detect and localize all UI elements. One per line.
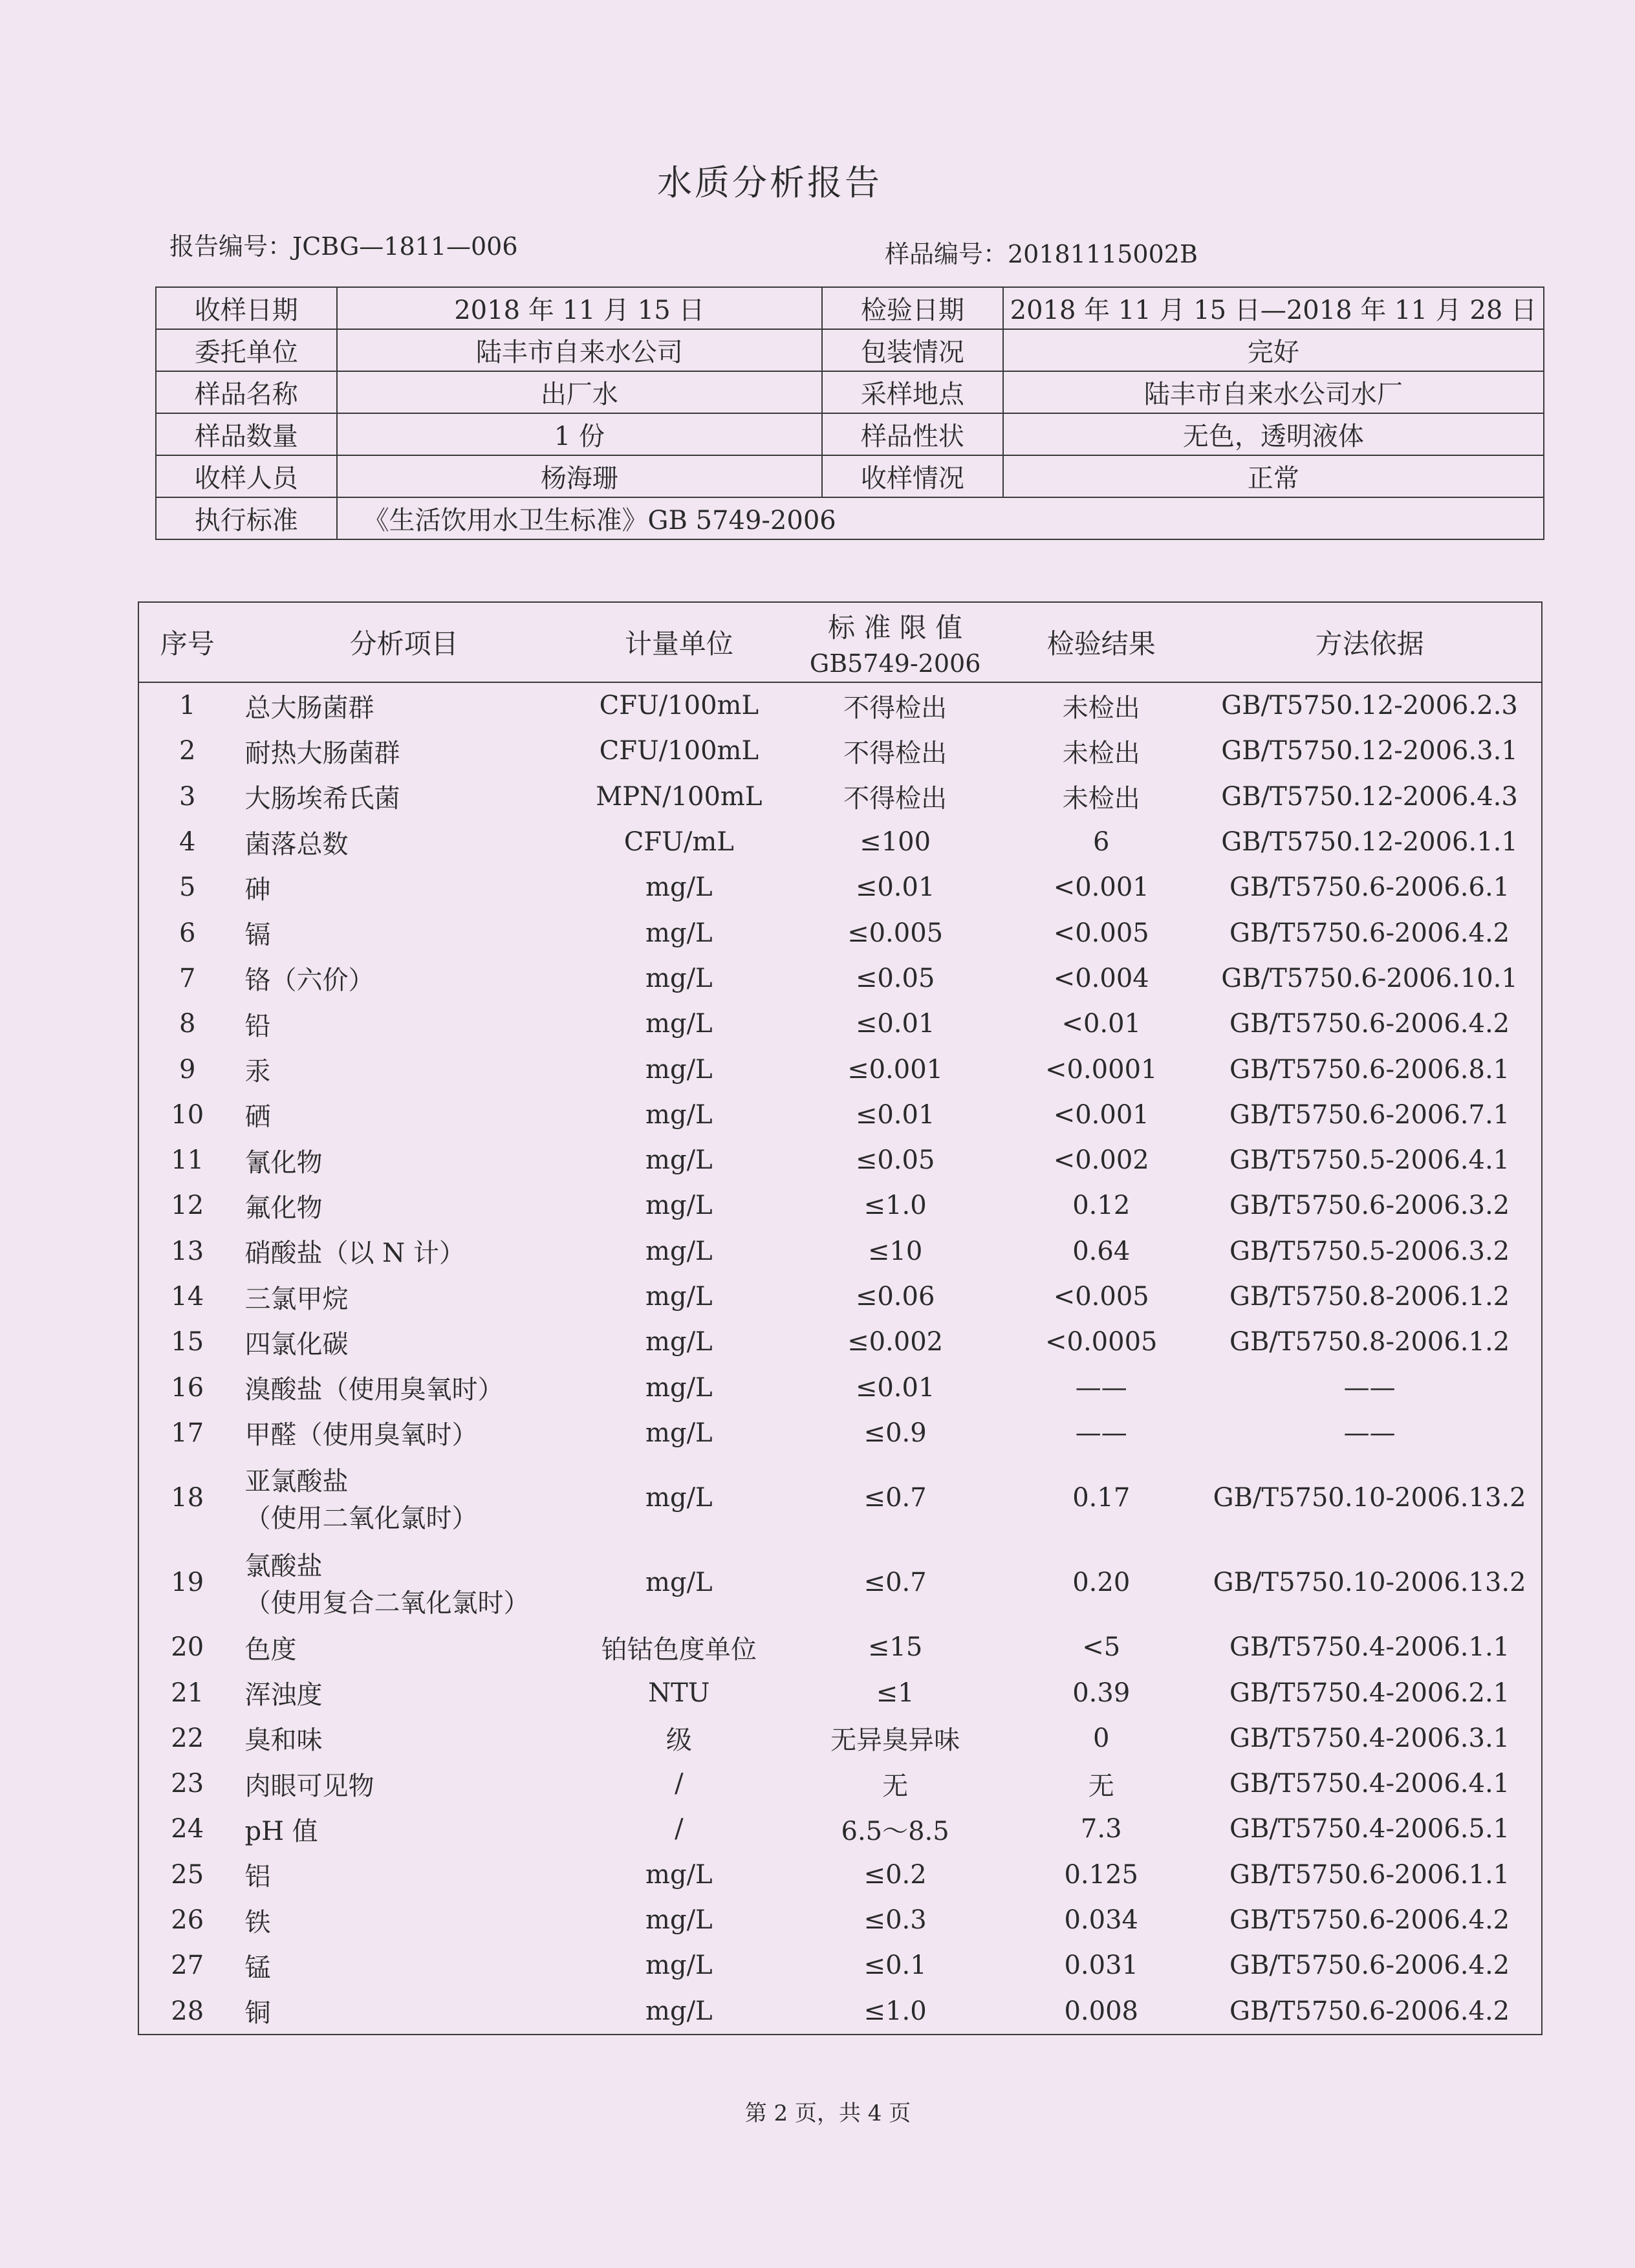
row-limit: ≤100 [860,827,931,858]
row-result: 6 [1093,827,1110,858]
row-limit: ≤0.01 [855,872,935,903]
row-limit: ≤0.7 [863,1567,927,1597]
row-method: GB/T5750.10-2006.13.2 [1213,1567,1526,1597]
header-item: 分析项目 [235,602,572,682]
row-item [235,1274,572,1319]
row-item-name: 甲醛（使用臭氧时） [244,1420,478,1451]
info-row [156,329,1544,371]
property-label: 样品性状 [822,413,1003,455]
row-index: 16 [171,1372,204,1403]
row-item-name: 浑浊度 [244,1680,323,1711]
header-limit-title: 标 准 限 值 [828,612,963,643]
row-index: 6 [179,918,196,948]
table-row [138,682,1542,728]
row-index: 12 [171,1191,204,1221]
row-limit: ≤15 [867,1632,923,1663]
row-item [235,1229,572,1274]
condition-value: 正常 [1003,455,1544,497]
row-unit: mg/L [645,1054,713,1085]
row-item [235,728,572,773]
row-index: 17 [171,1418,204,1448]
table-row [138,1319,1542,1365]
row-unit: NTU [648,1678,710,1708]
row-item [235,865,572,910]
row-unit: mg/L [645,1950,713,1981]
table-row [138,1852,1542,1897]
table-row [138,1183,1542,1228]
row-result: 未检出 [1062,738,1140,768]
row-item [235,1092,572,1138]
row-item-name: 铁 [244,1907,271,1938]
row-item-name: 色度 [244,1634,297,1665]
row-item [235,1625,572,1670]
row-unit: mg/L [645,1236,713,1266]
row-result: <0.0001 [1045,1054,1158,1085]
row-unit: / [675,1769,684,1799]
row-limit: 不得检出 [843,738,947,768]
table-row [138,865,1542,910]
table-row [138,1456,1542,1540]
row-index: 26 [171,1905,204,1936]
row-method: GB/T5750.4-2006.3.1 [1229,1723,1510,1753]
row-item-name: 汞 [244,1057,271,1087]
table-row [138,956,1542,1001]
row-item-name: pH 值 [244,1816,318,1846]
row-result: 0.034 [1064,1905,1138,1936]
row-method: GB/T5750.4-2006.5.1 [1229,1814,1510,1844]
results-table [138,601,1543,2035]
header-unit: 计量单位 [572,602,786,682]
row-method: GB/T5750.8-2006.1.2 [1229,1282,1510,1312]
row-index: 11 [171,1145,204,1176]
row-method: —— [1343,1372,1396,1403]
row-result: 0.008 [1064,1996,1138,2026]
row-item [235,1410,572,1456]
row-result: 0.125 [1064,1859,1138,1890]
row-item [235,1365,572,1410]
row-result: <0.0005 [1045,1327,1158,1357]
row-result: 0 [1093,1723,1110,1753]
row-method: GB/T5750.4-2006.1.1 [1229,1632,1510,1663]
row-method: GB/T5750.6-2006.4.2 [1229,1950,1510,1981]
row-item-name: 肉眼可见物 [244,1771,374,1801]
row-item [235,956,572,1001]
table-row [138,1761,1542,1806]
row-limit: ≤0.01 [855,1372,935,1403]
row-index: 3 [179,781,196,812]
row-item [235,1670,572,1715]
receive-date-value: 2018 年 11 月 15 日 [337,287,823,329]
row-item [235,819,572,865]
row-method: GB/T5750.12-2006.4.3 [1221,781,1518,812]
info-row [156,371,1544,413]
row-result: 0.12 [1072,1191,1131,1221]
table-row [138,1806,1542,1852]
row-item-name: 砷 [244,874,271,905]
row-unit: mg/L [645,1996,713,2026]
row-item [235,1989,572,2035]
row-unit: mg/L [645,1483,713,1513]
row-result: 0.39 [1072,1678,1131,1708]
client-label: 委托单位 [156,329,337,371]
row-item [235,1046,572,1092]
row-method: GB/T5750.6-2006.4.2 [1229,1996,1510,2026]
receiver-value: 杨海珊 [337,455,823,497]
row-index: 14 [171,1282,204,1312]
row-item [235,1761,572,1806]
row-index: 15 [171,1327,204,1357]
site-label: 采样地点 [822,371,1003,413]
info-row [156,413,1544,455]
row-index: 21 [171,1678,204,1708]
table-row [138,910,1542,955]
row-result: <0.002 [1053,1145,1149,1176]
row-item [235,1319,572,1365]
row-method: GB/T5750.6-2006.4.2 [1229,1905,1510,1936]
table-row [138,1716,1542,1761]
row-unit: CFU/mL [623,827,734,858]
row-limit: ≤0.002 [847,1327,944,1357]
info-row [156,287,1544,329]
row-index: 9 [179,1054,196,1085]
header-result: 检验结果 [1004,602,1198,682]
row-limit: ≤0.001 [847,1054,944,1085]
row-index: 20 [171,1632,204,1663]
receiver-label: 收样人员 [156,455,337,497]
row-item [235,1540,572,1625]
receive-date-label: 收样日期 [156,287,337,329]
row-unit: mg/L [645,1905,713,1936]
report-title: 水质分析报告 [657,162,882,203]
row-method: GB/T5750.10-2006.13.2 [1213,1483,1526,1513]
row-limit: ≤0.01 [855,1099,935,1130]
row-method: GB/T5750.4-2006.4.1 [1229,1769,1510,1799]
row-item-name: 氯酸盐 [244,1551,323,1581]
sample-name-value: 出厂水 [337,371,823,413]
row-item-name: 镉 [244,920,271,951]
row-result: 7.3 [1080,1814,1122,1844]
row-result: <0.001 [1053,1099,1149,1130]
row-unit: mg/L [645,1099,713,1130]
row-result: <5 [1082,1632,1121,1663]
row-limit: ≤0.05 [855,1145,935,1176]
row-method: GB/T5750.6-2006.3.2 [1229,1191,1510,1221]
table-row [138,728,1542,773]
row-unit: / [675,1814,684,1844]
row-item-name: 总大肠菌群 [244,693,374,723]
table-row [138,774,1542,819]
row-item [235,1001,572,1046]
row-method: GB/T5750.6-2006.4.2 [1229,1009,1510,1039]
sample-name-label: 样品名称 [156,371,337,413]
row-item-name: 铜 [244,1998,271,2029]
table-row [138,1046,1542,1092]
row-unit: 铂钴色度单位 [601,1634,757,1665]
row-item [235,774,572,819]
row-method: GB/T5750.12-2006.1.1 [1221,827,1518,858]
table-row [138,1625,1542,1670]
table-row [138,1229,1542,1274]
row-unit: mg/L [645,1145,713,1176]
row-item-name: 硝酸盐（以 N 计） [244,1238,465,1269]
row-result: <0.001 [1053,872,1149,903]
row-limit: 无 [882,1771,909,1801]
row-method: GB/T5750.4-2006.2.1 [1229,1678,1510,1708]
row-index: 27 [171,1950,204,1981]
row-unit: mg/L [645,1327,713,1357]
row-limit: 不得检出 [843,693,947,723]
row-item [235,1852,572,1897]
row-limit: 6.5～8.5 [841,1816,949,1846]
row-unit: mg/L [645,1567,713,1597]
row-method: GB/T5750.12-2006.2.3 [1221,691,1518,721]
row-unit: mg/L [645,963,713,993]
row-item-name: 臭和味 [244,1725,323,1756]
row-method: —— [1343,1418,1396,1448]
row-unit: mg/L [645,1418,713,1448]
table-row [138,1274,1542,1319]
row-limit: ≤0.05 [855,963,935,993]
table-row [138,1989,1542,2035]
row-item-name: 锰 [244,1952,271,1983]
row-item-name: 耐热大肠菌群 [244,738,400,768]
row-method: GB/T5750.6-2006.1.1 [1229,1859,1510,1890]
row-method: GB/T5750.6-2006.6.1 [1229,872,1510,903]
row-limit: ≤0.06 [855,1282,935,1312]
row-limit: ≤10 [867,1236,923,1266]
row-index: 13 [171,1236,204,1266]
table-row [138,1092,1542,1138]
header-limit [786,602,1004,682]
standard-value: 《生活饮用水卫生标准》GB 5749-2006 [337,497,1544,539]
row-item [235,1897,572,1943]
row-unit: mg/L [645,1282,713,1312]
table-row [138,1897,1542,1943]
row-item-name: 三氯甲烷 [244,1284,349,1314]
row-index: 24 [171,1814,204,1844]
property-value: 无色，透明液体 [1003,413,1544,455]
site-value: 陆丰市自来水公司水厂 [1003,371,1544,413]
row-limit: 不得检出 [843,784,947,814]
row-item-name: 菌落总数 [244,829,349,859]
row-item-name: 四氯化碳 [244,1329,349,1359]
row-result: 0.17 [1072,1483,1131,1513]
row-index: 19 [171,1567,204,1597]
row-limit: ≤1.0 [863,1996,927,2026]
info-row [156,455,1544,497]
row-item [235,1183,572,1228]
quantity-label: 样品数量 [156,413,337,455]
package-label: 包装情况 [822,329,1003,371]
row-unit: mg/L [645,1009,713,1039]
header-limit-standard: GB5749-2006 [809,649,981,678]
row-method: GB/T5750.6-2006.4.2 [1229,918,1510,948]
sample-number: 样品编号：20181115002B [885,240,1198,268]
table-row [138,1410,1542,1456]
table-row [138,1001,1542,1046]
report-number: 报告编号：JCBG—1811—006 [169,232,518,261]
row-unit: 级 [666,1725,692,1756]
row-result: 0.031 [1064,1950,1138,1981]
row-limit: ≤0.3 [863,1905,927,1936]
row-unit: mg/L [645,1191,713,1221]
row-index: 4 [179,827,196,858]
condition-label: 收样情况 [822,455,1003,497]
row-unit: mg/L [645,918,713,948]
row-method: GB/T5750.5-2006.4.1 [1229,1145,1510,1176]
header-method: 方法依据 [1198,602,1542,682]
row-item-name: 氟化物 [244,1193,323,1223]
row-item [235,1456,572,1540]
row-item-name: 溴酸盐（使用臭氧时） [244,1375,504,1405]
row-item [235,1138,572,1183]
row-index: 8 [179,1009,196,1039]
row-result: 0.20 [1072,1567,1131,1597]
row-index: 18 [171,1483,204,1513]
row-limit: ≤1 [876,1678,915,1708]
table-row [138,819,1542,865]
row-limit: ≤0.01 [855,1009,935,1039]
table-row [138,1670,1542,1715]
row-item-note: （使用复合二氧化氯时） [244,1588,530,1618]
row-limit: ≤0.9 [863,1418,927,1448]
row-limit: ≤1.0 [863,1191,927,1221]
row-result: 未检出 [1062,784,1140,814]
table-row [138,1540,1542,1625]
row-index: 22 [171,1723,204,1753]
row-limit: 无异臭异味 [830,1725,960,1756]
quantity-value: 1 份 [337,413,823,455]
row-item-name: 氰化物 [244,1147,323,1178]
row-index: 2 [179,736,196,766]
row-result: <0.005 [1053,1282,1149,1312]
row-index: 28 [171,1996,204,2026]
row-item-name: 铝 [244,1862,271,1892]
row-unit: mg/L [645,1859,713,1890]
row-item-name: 硒 [244,1102,271,1132]
row-limit: ≤0.2 [863,1859,927,1890]
row-item-name: 铅 [244,1011,271,1041]
row-unit: mg/L [645,872,713,903]
row-item [235,1943,572,1988]
row-unit: CFU/100mL [599,736,759,766]
row-unit: MPN/100mL [596,781,763,812]
row-method: GB/T5750.8-2006.1.2 [1229,1327,1510,1357]
row-result: —— [1075,1372,1127,1403]
row-item-name: 大肠埃希氏菌 [244,784,400,814]
row-method: GB/T5750.6-2006.10.1 [1221,963,1518,993]
row-index: 7 [179,963,196,993]
row-result: 0.64 [1072,1236,1131,1266]
table-row [138,1943,1542,1988]
row-limit: ≤0.7 [863,1483,927,1513]
row-item-name: 铬（六价） [244,966,374,996]
client-value: 陆丰市自来水公司 [337,329,823,371]
sample-info-table [155,286,1544,540]
test-date-label: 检验日期 [822,287,1003,329]
header-index: 序号 [138,602,235,682]
row-result: 无 [1088,1771,1114,1801]
results-header-row [138,602,1542,682]
row-unit: mg/L [645,1372,713,1403]
page-footer: 第 2 页，共 4 页 [744,2101,911,2126]
row-result: 未检出 [1062,693,1140,723]
row-limit: ≤0.1 [863,1950,927,1981]
info-row [156,497,1544,539]
row-item-name: 亚氯酸盐 [244,1467,349,1497]
row-index: 23 [171,1769,204,1799]
standard-label: 执行标准 [156,497,337,539]
row-index: 5 [179,872,196,903]
row-method: GB/T5750.5-2006.3.2 [1229,1236,1510,1266]
row-index: 25 [171,1859,204,1890]
row-item [235,682,572,728]
row-index: 1 [179,691,196,721]
row-item [235,1806,572,1852]
row-method: GB/T5750.12-2006.3.1 [1221,736,1518,766]
row-index: 10 [171,1099,204,1130]
row-item [235,1716,572,1761]
table-row [138,1138,1542,1183]
row-result: <0.01 [1061,1009,1142,1039]
package-value: 完好 [1003,329,1544,371]
row-result: <0.004 [1053,963,1149,993]
row-method: GB/T5750.6-2006.8.1 [1229,1054,1510,1085]
row-unit: CFU/100mL [599,691,759,721]
row-item-note: （使用二氧化氯时） [244,1504,478,1534]
row-result: —— [1075,1418,1127,1448]
test-date-value: 2018 年 11 月 15 日—2018 年 11 月 28 日 [1003,287,1544,329]
table-row [138,1365,1542,1410]
row-limit: ≤0.005 [847,918,944,948]
row-item [235,910,572,955]
row-result: <0.005 [1053,918,1149,948]
results-body [138,682,1542,2035]
row-method: GB/T5750.6-2006.7.1 [1229,1099,1510,1130]
